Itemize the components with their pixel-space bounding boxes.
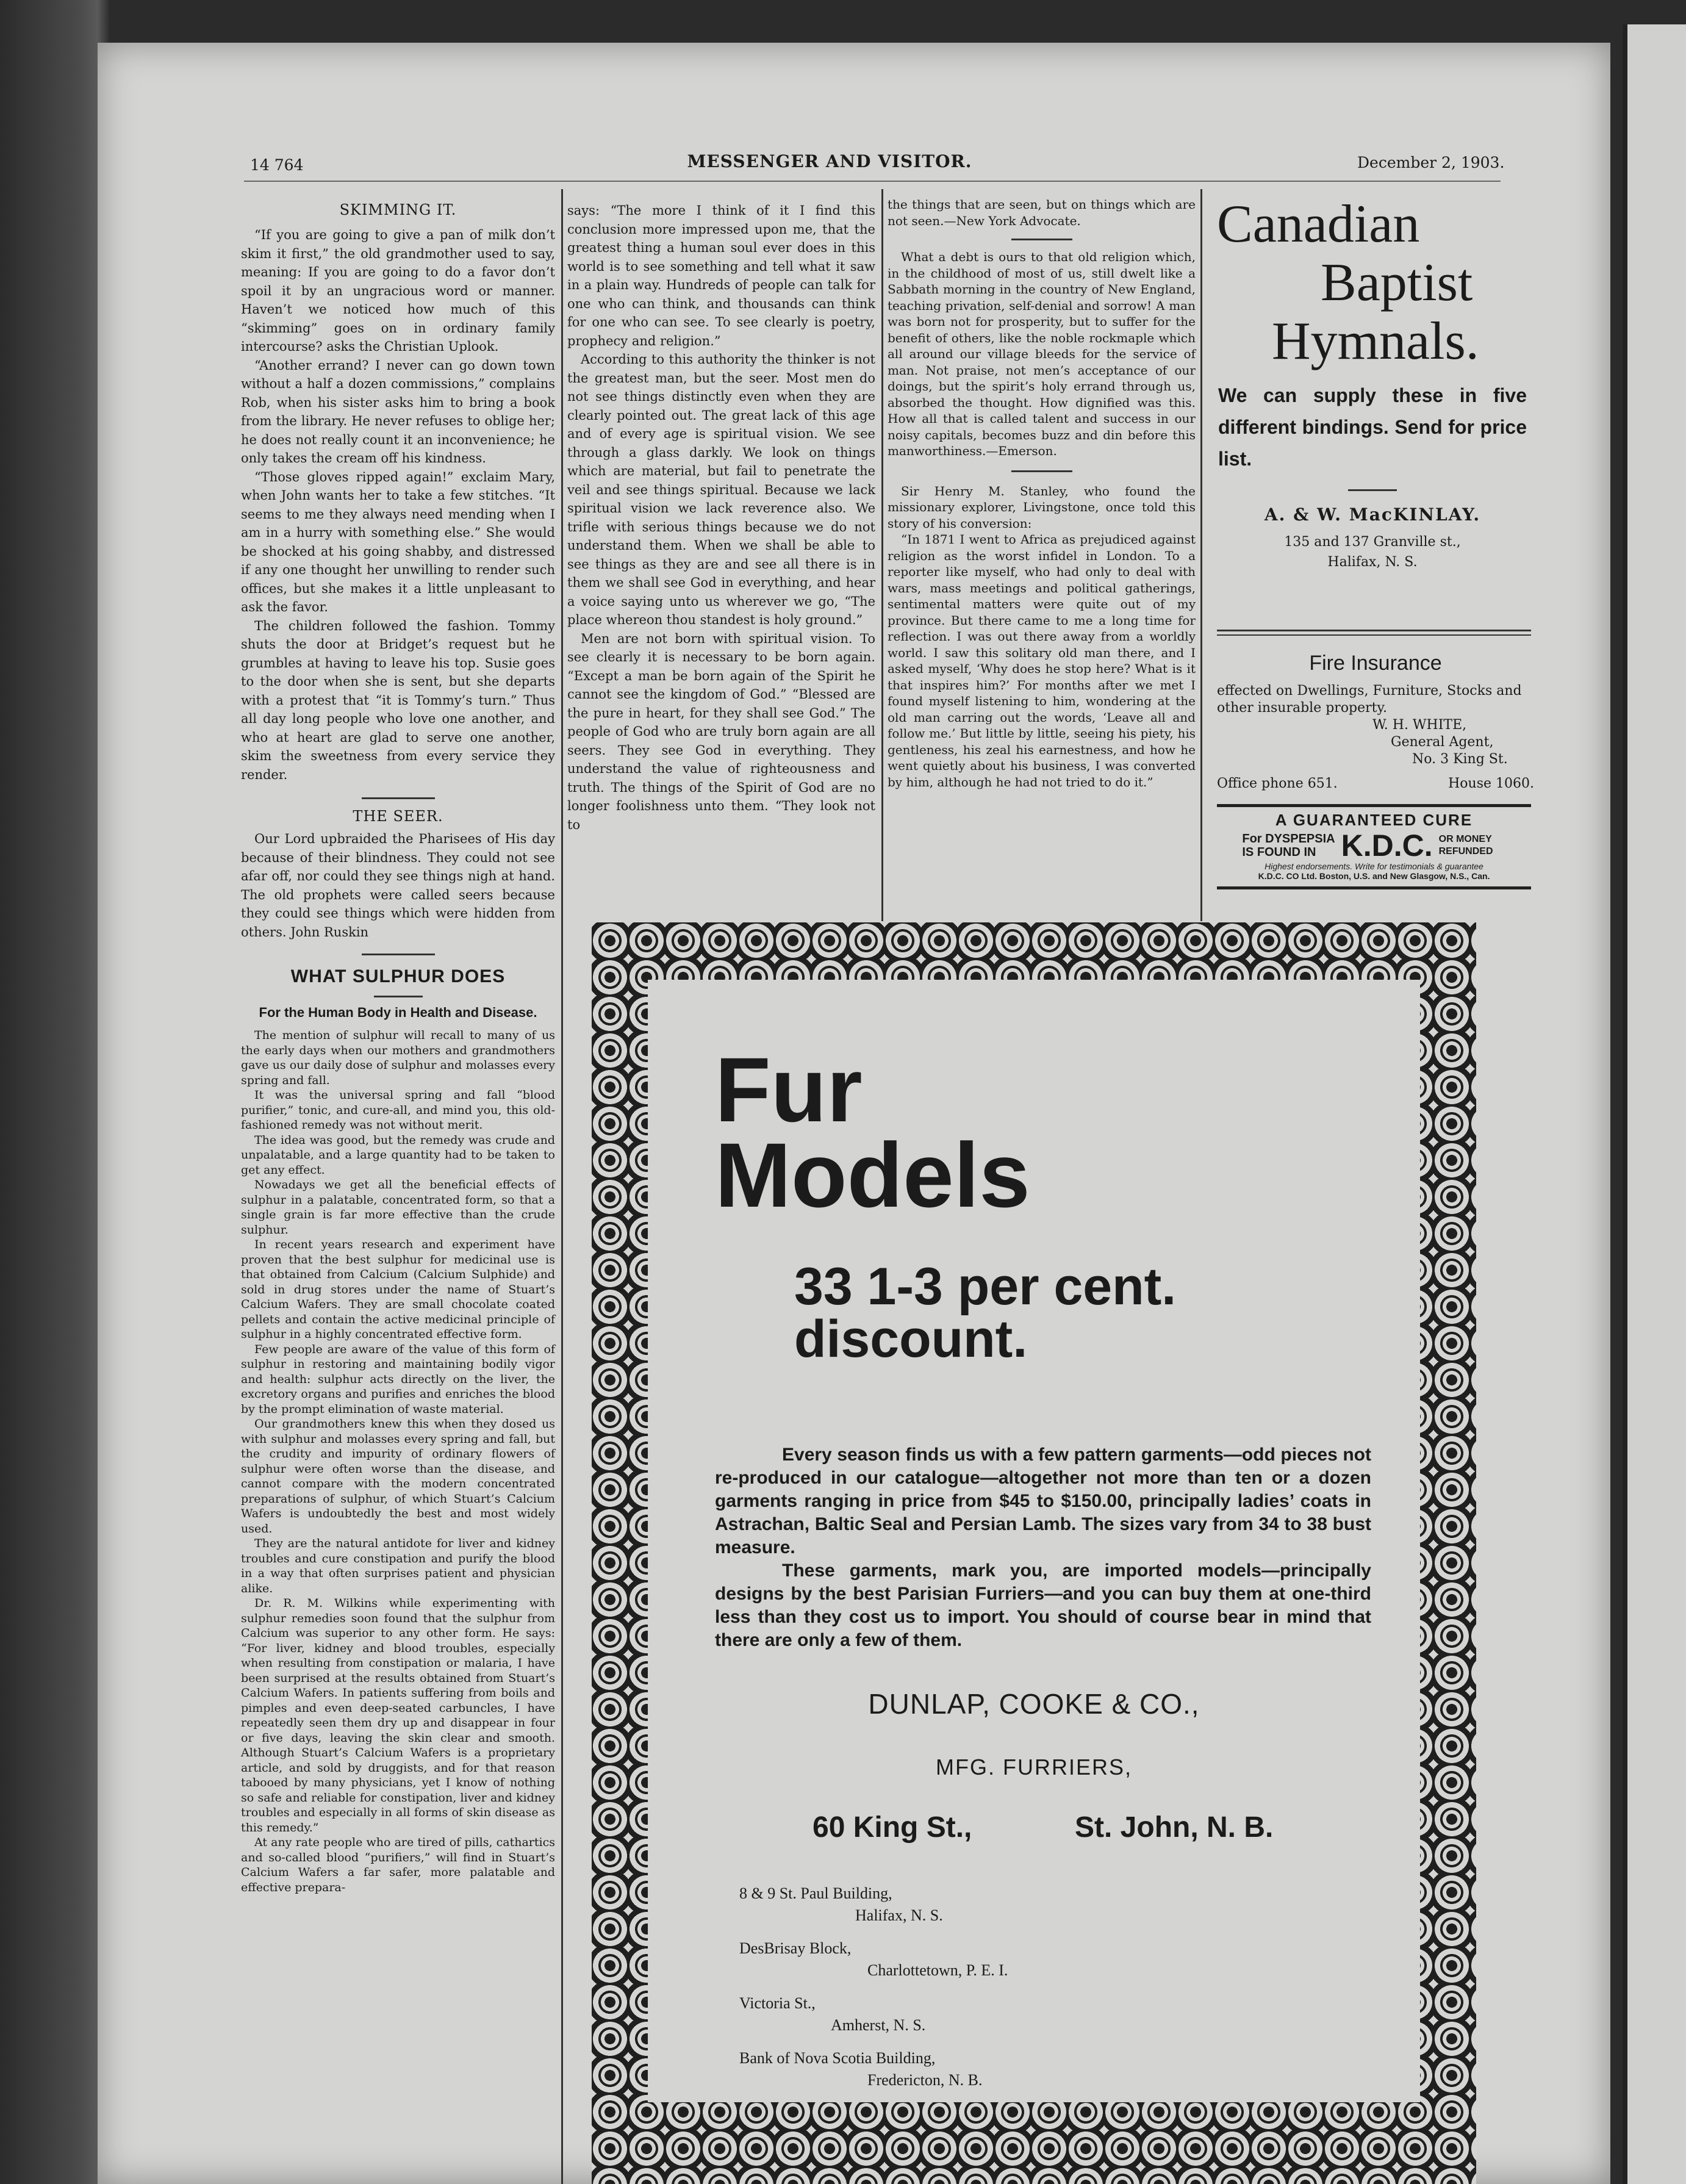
section-divider: [1011, 239, 1072, 240]
column-rule-2: [881, 189, 883, 921]
insurance-agent: W. H. WHITE,: [1372, 717, 1467, 733]
paragraph: What a debt is ours to that old religion which, in the childhood of most of us, still dwelt like a Sabbath morning in the country of New England, teaching privation, self-denial and sorrow! A man was born not for prosperity, but to suffer for the benefit of others, like the noble rockmaple which all around our village bleeds for the service of man. Not praise, not men’s acceptance of our doings, but the spirit’s holy errand through us, absorbed the thought. How dignified was this. How all that is called talent and success in our noisy capitals, becomes buzz and din before this manworthiness.—Emerson.: [888, 250, 1196, 458]
section-divider: [362, 954, 435, 955]
fur-title-line: Models: [715, 1124, 1030, 1226]
paragraph: The idea was good, but the remedy was crude and unpalatable, and a large quantity had to be taken to get any effect.: [241, 1133, 555, 1177]
fur-advertisement: [648, 980, 1420, 2102]
fur-discount: [794, 1257, 1420, 1368]
branch-city: Charlottetown, P. E. I.: [867, 1961, 1008, 1979]
kdc-claim: [1217, 830, 1531, 861]
paragraph: “If you are going to give a pan of milk don’t skim it first,” the old grandmother used to say, meaning: If you are going to do a favor don’t spoil it by an ungracious word or manner. Haven’t we noticed how much of this “skimming” goes on in ordinary family intercourse? asks the Christian Uplook.: [241, 228, 555, 354]
paragraph: According to this authority the thinker is not the greatest man, but the seer. Most men do not see things distinctly even when they are clearly pointed out. The great lack of this age and of every age is spiritual vision. We see through a glass darkly. We look on things which are material, but fail to penetrate the veil and see things spiritual. Because we lack spiritual vision we lack reverence also. We trifle with serious things because we do not understand them. When we shall be able to see things as they are and see all there is in them we shall see God in everything, and hear a voice saying unto us wherever we go, “The place whereon thou standest is holy ground.”: [567, 352, 875, 627]
section-divider: [1348, 489, 1397, 491]
paragraph: It was the universal spring and fall “blood purifier,” tonic, and cure-all, and mind you, this old-fashioned remedy was not without merit.: [241, 1088, 555, 1132]
article-body: [888, 249, 1196, 459]
paragraph: the things that are seen, but on things which are not seen.—New York Advocate.: [888, 197, 1196, 228]
column-1: [241, 201, 555, 1895]
insurance-title: Fire Insurance: [1309, 652, 1442, 675]
hymnal-body: We can supply these in five different bindings. Send for price list.: [1218, 384, 1527, 470]
insurance-phones: [1217, 775, 1534, 792]
section-rule: [1217, 630, 1531, 631]
article-body: [567, 201, 875, 834]
column-3: [888, 196, 1196, 790]
insurance-body: effected on Dwellings, Furniture, Stocks and other insurable property.: [1217, 683, 1522, 716]
hymnal-advertisement: [1211, 195, 1534, 570]
fur-city: St. John, N. B.: [1075, 1811, 1274, 1844]
house-phone: House 1060.: [1448, 776, 1534, 791]
article-body: [241, 226, 555, 784]
office-phone: Office phone 651.: [1217, 776, 1338, 791]
article-body: [241, 830, 555, 941]
paragraph: Our grandmothers knew this when they dosed us with sulphur and molasses every spring and fall, but the crudity and impurity of ordinary flowers of sulphur were often worse than the disease, and cannot compare with the modern concentrated preparations of sulphur, of which Stuart’s Calcium Wafers is undoubtedly the best and most widely used.: [241, 1417, 555, 1536]
section-divider: [1011, 470, 1072, 472]
article-title: SKIMMING IT.: [339, 201, 457, 218]
fur-discount-line: discount.: [794, 1310, 1028, 1368]
article-body: [888, 196, 1196, 229]
fur-title: [715, 1038, 1420, 1226]
article-title: THE SEER.: [353, 808, 443, 825]
hymnal-title-line: Canadian: [1217, 195, 1420, 254]
fur-body: [715, 1443, 1371, 1652]
kdc-endorsements: Highest endorsements. Write for testimonials & guarantee: [1264, 861, 1483, 871]
branch-city: Amherst, N. S.: [831, 2016, 926, 2034]
kdc-refund: OR MONEY REFUNDED: [1438, 834, 1493, 857]
paragraph: says: “The more I think of it I find this conclusion more impressed upon me, that the greatest thing a human soul ever does in this world is to see something and tell what it saw in a plain way. Hundreds of people can talk for one who can think, and thousands can think for one who can see. To see clearly is poetry, prophecy and religion.”: [567, 203, 875, 348]
fur-discount-line: 33 1-3 per cent.: [794, 1257, 1177, 1316]
fur-firm-sub: MFG. FURRIERS,: [936, 1755, 1132, 1780]
branch-building: DesBrisay Block,: [739, 1939, 852, 1957]
column-2: [567, 201, 875, 834]
hymnal-address: 135 and 137 Granville st.,: [1284, 534, 1461, 550]
kdc-advertisement: [1217, 804, 1531, 889]
insurance-advertisement: [1217, 652, 1534, 792]
paragraph: They are the natural antidote for liver and kidney troubles and cure constipation and purify the blood in a way that often surprises patient and physician alike.: [241, 1537, 555, 1595]
fur-branches: [648, 1883, 1420, 2091]
paragraph: “In 1871 I went to Africa as prejudiced against religion as the worst infidel in London. To a reporter like myself, who had only to deal with wars, mass meetings and political gatherings, sentimental matters were quite out of my province. But there came to me a long time for reflection. I was out there away from a worldly world. I saw this solitary old man there, and I asked myself, ‘Why does he stop here? What is it that inspires him?’ For months after we met I found myself listening to him, wondering at the old man carring out the words, ‘Leave all and follow me.’ But little by little, seeing his piety, his gentleness, his zeal his earnestness, and how he went quietly about his business, I was converted by him, although he had not tried to do it.”: [888, 532, 1196, 789]
kdc-headline: A GUARANTEED CURE: [1275, 811, 1473, 829]
branch-city: Fredericton, N. B.: [867, 2071, 983, 2089]
column-rule-1: [561, 189, 563, 2184]
paragraph: The mention of sulphur will recall to many of us the early days when our mothers and grandmothers gave us our daily dose of sulphur and molasses every spring and fall.: [241, 1029, 555, 1087]
column-rule-3: [1200, 189, 1202, 921]
hymnal-title: [1211, 195, 1534, 371]
paragraph: Sir Henry M. Stanley, who found the missionary explorer, Livingstone, once told this story of his conversion:: [888, 483, 1196, 531]
section-rule: [1217, 634, 1531, 636]
branch-building: Victoria St.,: [739, 1994, 816, 2012]
fur-body-paragraph: These garments, mark you, are imported models—principally designs by the best Parisian Furriers—and you can buy them at one-third less than they cost us to import. You should of course bear in mind that there are only a few of them.: [715, 1561, 1371, 1650]
section-divider: [362, 797, 435, 799]
paragraph: “Those gloves ripped again!” exclaim Mary, when John wants her to take a few stitches. “It seems to me they always need mending when I am in a hurry with something else.” She would be shocked at his going shabby, and distressed if any one thought her unwilling to render such offices, but she makes it a little unpleasant to ask the favor.: [241, 469, 555, 614]
hymnal-title-line: Hymnals.: [1272, 312, 1479, 371]
paragraph: Few people are aware of the value of this form of sulphur in restoring and maintaining bodily vigor and health: sulphur acts directly on the liver, the excretory organs and purifies and enriches the blood by the prompt elimination of waste material.: [241, 1342, 555, 1416]
adjacent-page-edge: [1623, 24, 1686, 2184]
fur-title-line: Fur: [715, 1038, 863, 1141]
paragraph: Men are not born with spiritual vision. To see clearly it is necessary to be born again. “Except a man be born again of the Spirit he cannot see the kingdom of God.” “Blessed are the pure in heart, for they shall see God.” The people of God who are truly born again are all seers. They see God in everything. They understand the value of righteousness and truth. The things of the Spirit of God are no longer foolishness unto them. “They look not to: [567, 631, 875, 832]
paragraph: In recent years research and experiment have proven that the best sulphur for medicinal use is that obtained from Calcium (Calcium Sulphide) and sold in drug stores under the name of Stuart’s Calcium Wafers. They are small chocolate coated pellets and contain the active medicinal principle of sulphur in a highly concentrated effective form.: [241, 1238, 555, 1341]
kdc-claim-left: [1242, 832, 1335, 859]
header-rule: [244, 181, 1501, 182]
hymnal-city: Halifax, N. S.: [1327, 555, 1418, 570]
paragraph: At any rate people who are tired of pills, cathartics and so-called blood “purifiers,” will find in Stuart’s Calcium Wafers a far safer, more palatable and effective prepara-: [241, 1836, 555, 1894]
issue-date: December 2, 1903.: [1357, 154, 1505, 171]
hymnal-title-line: Baptist: [1321, 253, 1473, 312]
article-subtitle: For the Human Body in Health and Disease.: [259, 1005, 537, 1020]
kdc-company: K.D.C. CO Ltd. Boston, U.S. and New Glasgow, N.S., Can.: [1258, 871, 1490, 881]
article-title: WHAT SULPHUR DOES: [290, 966, 506, 986]
section-divider: [374, 996, 423, 997]
hymnal-firm: A. & W. MacKINLAY.: [1264, 505, 1481, 525]
branch-city: Halifax, N. S.: [855, 1906, 943, 1924]
article-body: [241, 1028, 555, 1895]
masthead: MESSENGER AND VISITOR.: [687, 151, 972, 171]
paragraph: Dr. R. M. Wilkins while experimenting with sulphur remedies soon found that the sulphur from Calcium was superior to any other form. He says: “For liver, kidney and blood troubles, especially when resulting from constipation or malaria, I have been surprised at the results obtained from Stuart’s Calcium Wafers. In patients suffering from boils and pimples and even deep-seated carbuncles, I have repeatedly seen them dry up and disappear in four or five days, leaving the skin clear and smooth. Although Stuart’s Calcium Wafers is a proprietary article, and sold by druggists, and for that reason tabooed by many physicians, yet I know of nothing so safe and reliable for constipation, liver and kidney troubles and especially in all forms of skin disease as this remedy.”: [241, 1597, 555, 1834]
fur-body-paragraph: Every season finds us with a few pattern garments—odd pieces not re-produced in our catalogue—altogether not more than ten or a dozen garments ranging in price from $45 to $150.00, principally ladies’ coats in Astrachan, Baltic Seal and Persian Lamb. The sizes vary from 34 to 38 bust measure.: [715, 1445, 1371, 1557]
paragraph: Our Lord upbraided the Pharisees of His day because of their blindness. They could not see afar off, nor could they see things nigh at hand. The old prophets were called seers because they could see things which were hidden from others. John Ruskin: [241, 832, 555, 939]
paragraph: The children followed the fashion. Tommy shuts the door at Bridget’s request but he grumbles at having to leave his top. Susie goes to the door when she is sent, but she departs with a protest that “it is Tommy’s turn.” Thus all day long people who love one another, and who at heart are glad to serve one another, skim the sweetness from every service they render.: [241, 618, 555, 782]
insurance-address: No. 3 King St.: [1412, 752, 1508, 767]
insurance-agent-title: General Agent,: [1391, 735, 1494, 750]
page-number: 14 764: [250, 156, 304, 174]
kdc-found-in: IS FOUND IN: [1242, 846, 1316, 859]
branch-building: Bank of Nova Scotia Building,: [739, 2049, 936, 2067]
kdc-dyspepsia: For DYSPEPSIA: [1242, 832, 1335, 846]
paragraph: Nowadays we get all the beneficial effects of sulphur in a palatable, concentrated form, so that a single grain is far more effective than the crude sulphur.: [241, 1178, 555, 1237]
article-body: [888, 483, 1196, 791]
paragraph: “Another errand? I never can go down town without a half a dozen commissions,” complains Rob, when his sister asks him to bring a book from the library. He never refuses to oblige her; he does not really count it an inconvenience; he only takes the cream off his kindness.: [241, 357, 555, 465]
branch-building: 8 & 9 St. Paul Building,: [739, 1884, 892, 1902]
fur-firm: DUNLAP, COOKE & CO.,: [868, 1688, 1200, 1720]
fur-street: 60 King St.,: [813, 1811, 972, 1844]
kdc-brand: K.D.C.: [1341, 828, 1433, 863]
